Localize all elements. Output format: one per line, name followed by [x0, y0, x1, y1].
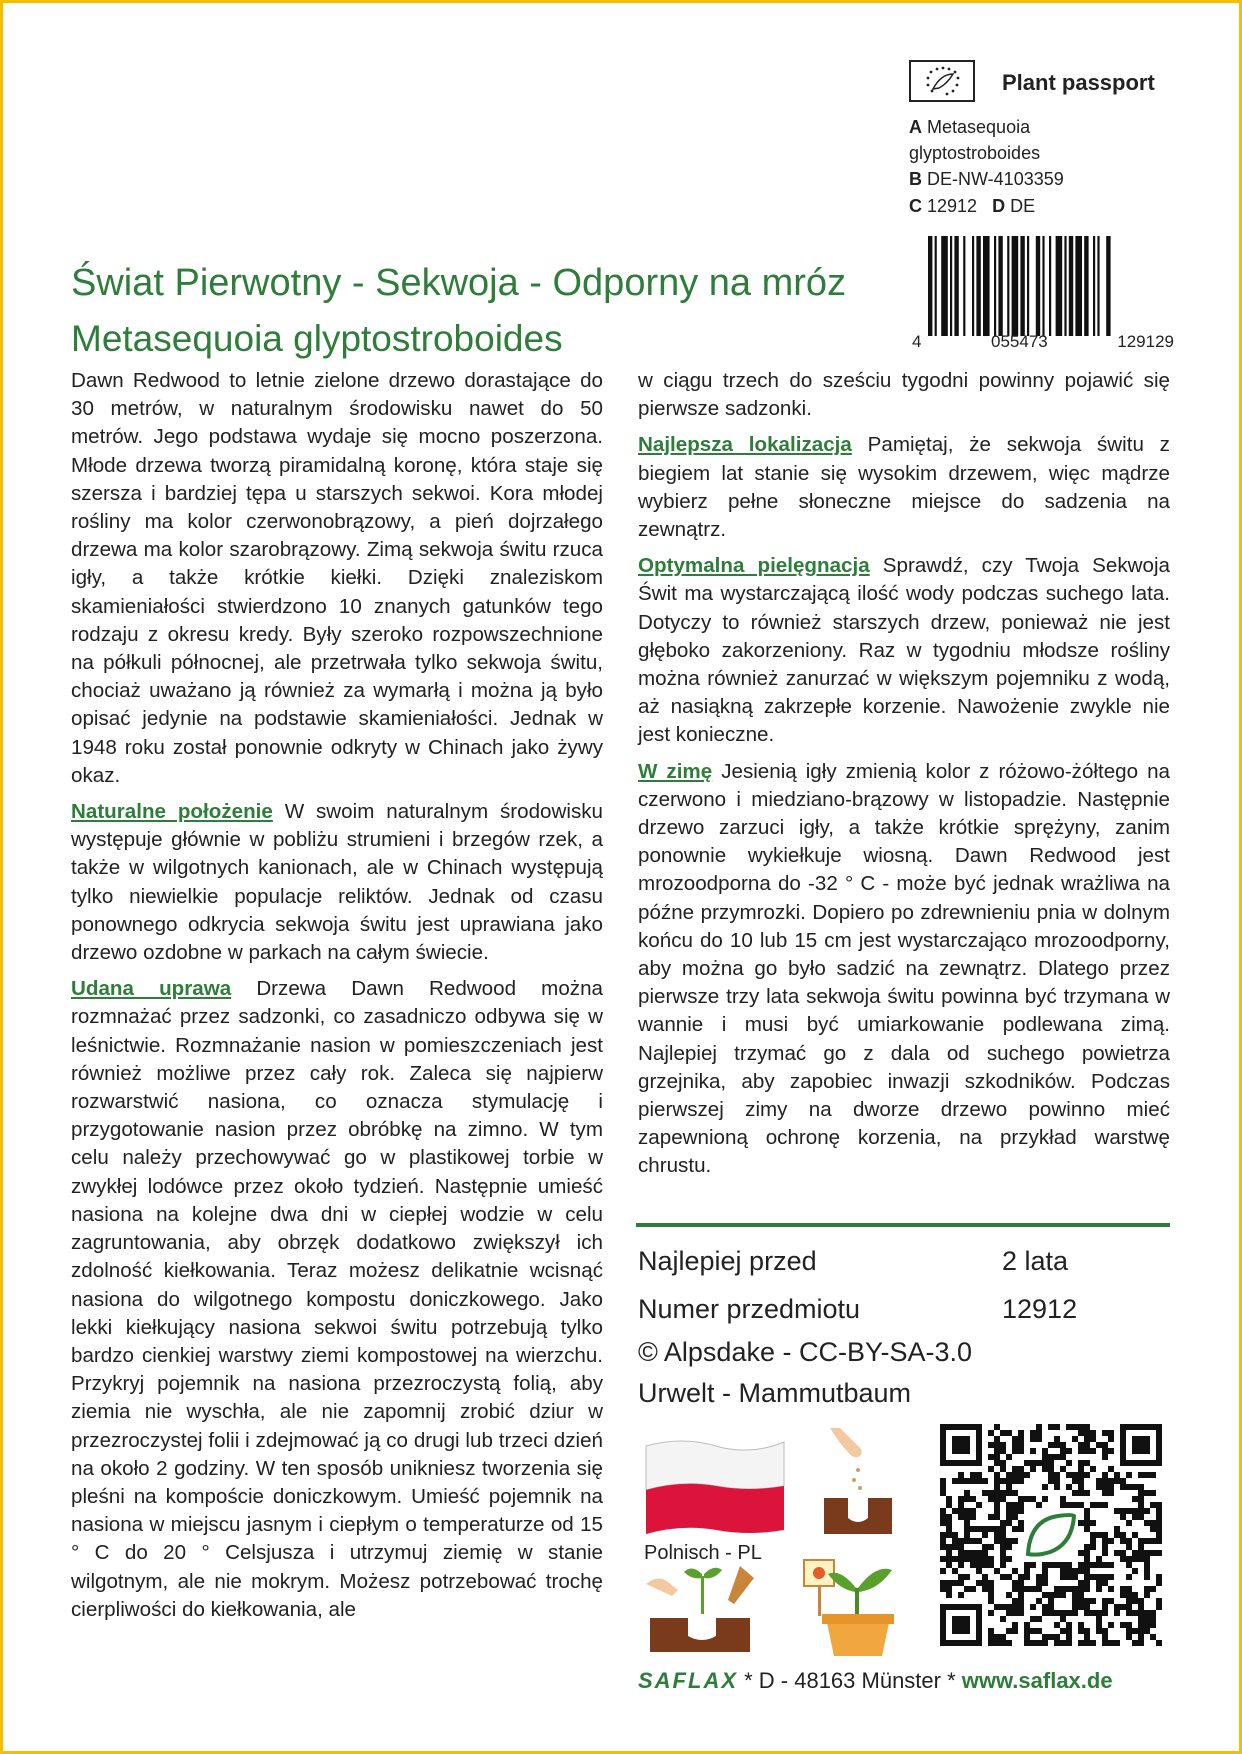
item-number-value: 12912 — [1002, 1294, 1078, 1324]
winter-heading: W zimę — [638, 759, 713, 783]
brand-logo: SAFLAX — [638, 1668, 738, 1693]
right-text-column — [638, 367, 1170, 1189]
barcode-digits — [912, 332, 1174, 352]
grow-paragraph: Udana uprawa Drzewa Dawn Redwood można rozmnażać przez sadzonki, co zasadniczo odbywa się w leśnictwie. Rozmnażanie nasion w pomieszczeniach jest również możliwe przez cały rok. Zaleca się najpierw rozwarstwić nasiona, co oznacza stymulację i przygotowanie nasion przez obróbkę na zimno. W tym celu należy przechowywać go w plastikowej torbie w zwykłej lodówce przez około tydzień. Następnie umieść nasiona na kolejne dwa dni w ciepłej wodzie w celu zagruntowania, aby obrzęk dodatkowo zwiększył ich zdolność kiełkowania. Teraz możesz delikatnie wcisnąć nasiona do wilgotnego kompostu doniczkowego. Jako lekki kiełkujący nasiona sekwoi świtu potrzebują tylko bardzo cienkiej warstwy ziemi kompostowej na wierzchu. Przykryj pojemnik na nasiona przezroczystą folią, aby ziemia nie wyschła, ale nie zapomnij zrobić dziur w przezroczystej folii i zdejmować ją co drugi lub trzeci dzień na około 2 godziny. W ten sposób unikniesz tworzenia się pleśni na kompoście doniczkowym. Umieść pojemnik na nasiona w miejscu jasnym i ciepłym o temperaturze od 15 ° C do 20 ° Celsjusza i utrzymuj ziemię w stanie wilgotnym, ale nie mokrym. Możesz potrzebować trochę cierpliwości do kiełkowania, ale — [71, 977, 603, 1621]
passport-line-b: B DE-NW-4103359 — [909, 169, 1064, 189]
care-heading: Optymalna pielęgnacja — [638, 554, 870, 578]
natural-paragraph: Naturalne położenie W swoim naturalnym środowisku występuje głównie w pobliżu strumieni i brzegów rzek, a także w wilgotnych kanionach, ale w Chinach występują tylko niewielkie populacje reliktów. Jednak od czasu ponownego odkrycia sekwoja świtu jest uprawiana jako drzewo ozdobne w parkach na całym świecie. — [71, 800, 603, 965]
footer — [638, 1668, 1113, 1694]
best-before-label: Najlepiej przed — [638, 1246, 817, 1276]
location-heading: Najlepsza lokalizacja — [638, 433, 852, 457]
passport-line-a: A Metasequoia — [909, 117, 1031, 137]
barcode-digit-group-1: 055473 — [991, 332, 1048, 351]
winter-paragraph: W zimę Jesienią igły zmienią kolor z różowo-żółtego na czerwono i miedziano-brązowy w listopadzie. Następnie drzewo zarzuci igły, a także krótkie sprężyny, zanim ponownie wykiełkuje wiosną. Dawn Redwood jest mrozoodporna do -32 ° C - może być jednak wrażliwa na późne przymrozki. Dopiero po zdrewnieniu pnia w dolnym końcu do 10 lub 15 cm jest wystarczająco mrozoodporny, aby można go było sadzić na zewnątrz. Dlatego przez pierwsze trzy lata sekwoja świtu powinna być trzymana w wannie i musi być umiarkowanie podlewana zimą. Najlepiej trzymać go z dala od suchego powietrza grzejnika, aby zapobiec inwazji szkodników. Podczas pierwszej zimy na dworze drzewo powinno mieć zapewnioną ochronę korzenia, na przykład warstwę chrustu. — [638, 759, 1170, 1178]
latin-name: Metasequoia glyptostroboides — [71, 318, 563, 359]
barcode-digit-first: 4 — [912, 332, 922, 351]
barcode-digit-group-2: 129129 — [1117, 332, 1174, 351]
german-name: Urwelt - Mammutbaum — [638, 1378, 912, 1408]
best-before-value: 2 lata — [1002, 1246, 1069, 1276]
plant-passport-title: Plant passport — [1002, 70, 1155, 95]
potted-sprout-icon — [800, 1548, 910, 1658]
qr-code-icon — [940, 1424, 1162, 1646]
sowing-hand-icon — [818, 1426, 898, 1536]
planting-seedling-icon — [644, 1564, 764, 1654]
passport-line-cd: C 12912 D DE — [909, 196, 1036, 216]
barcode-icon — [928, 236, 1170, 336]
copyright-notice: © Alpsdake - CC-BY-SA-3.0 — [638, 1337, 973, 1367]
natural-heading: Naturalne położenie — [71, 800, 273, 824]
poland-flag-icon — [642, 1434, 788, 1540]
grow-heading: Udana uprawa — [71, 977, 232, 1001]
eu-organic-leaf-icon — [909, 60, 975, 102]
grow-continued-paragraph: w ciągu trzech do sześciu tygodni powinny pojawić się pierwsze sadzonki. — [638, 369, 1170, 421]
care-paragraph: Optymalna pielęgnacja Sprawdź, czy Twoja Sekwoja Świt ma wystarczającą ilość wody podczas suchego lata. Dotyczy to również starszych drzew, ponieważ nie jest głęboko zakorzeniony. Raz w tygodniu młodsze rośliny można również zanurzać w większym pojemniku z wodą, aż nasiąkną zakrzepłe korzenie. Nawożenie zwykle nie jest konieczne. — [638, 554, 1170, 747]
passport-line-a-cont: glyptostroboides — [909, 143, 1041, 163]
website-link[interactable]: www.saflax.de — [961, 1668, 1113, 1693]
green-divider — [636, 1223, 1170, 1227]
item-number-label: Numer przedmiotu — [638, 1294, 861, 1324]
product-title: Świat Pierwotny - Sekwoja - Odporny na mróz — [71, 262, 847, 304]
left-text-column — [71, 367, 603, 1632]
intro-paragraph: Dawn Redwood to letnie zielone drzewo dorastające do 30 metrów, w naturalnym środowisku nawet do 50 metrów. Jego podstawa wydaje się mocno poszerzona. Młode drzewa tworzą piramidalną koronę, która staje się szersza i bardziej tępa u starszych sekwoi. Kora młodej rośliny ma kolor czerwonobrązowy, a pień dojrzałego drzewa ma kolor szarobrązowy. Zimą sekwoja świtu rzuca igły, a także krótkie kiełki. Dzięki znaleziskom skamieniałości stwierdzono 10 znanych gatunków tego rodzaju z okresu kredy. Były szeroko rozpowszechnione na półkuli północnej, ale przetrwała tylko sekwoja świtu, chociaż uważano ją również za wymarłą i można ją było opisać jedynie na podstawie skamieniałości. Jednak w 1948 roku został ponownie odkryty w Chinach jako żywy okaz. — [71, 369, 603, 787]
language-label: Polnisch - PL — [644, 1542, 762, 1564]
footer-address: * D - 48163 Münster * — [738, 1668, 962, 1693]
location-paragraph: Najlepsza lokalizacja Pamiętaj, że sekwoja świtu z biegiem lat stanie się wysokim drzewem, więc mądrze wybierz pełne słoneczne miejsce do sadzenia na zewnątrz. — [638, 433, 1170, 542]
